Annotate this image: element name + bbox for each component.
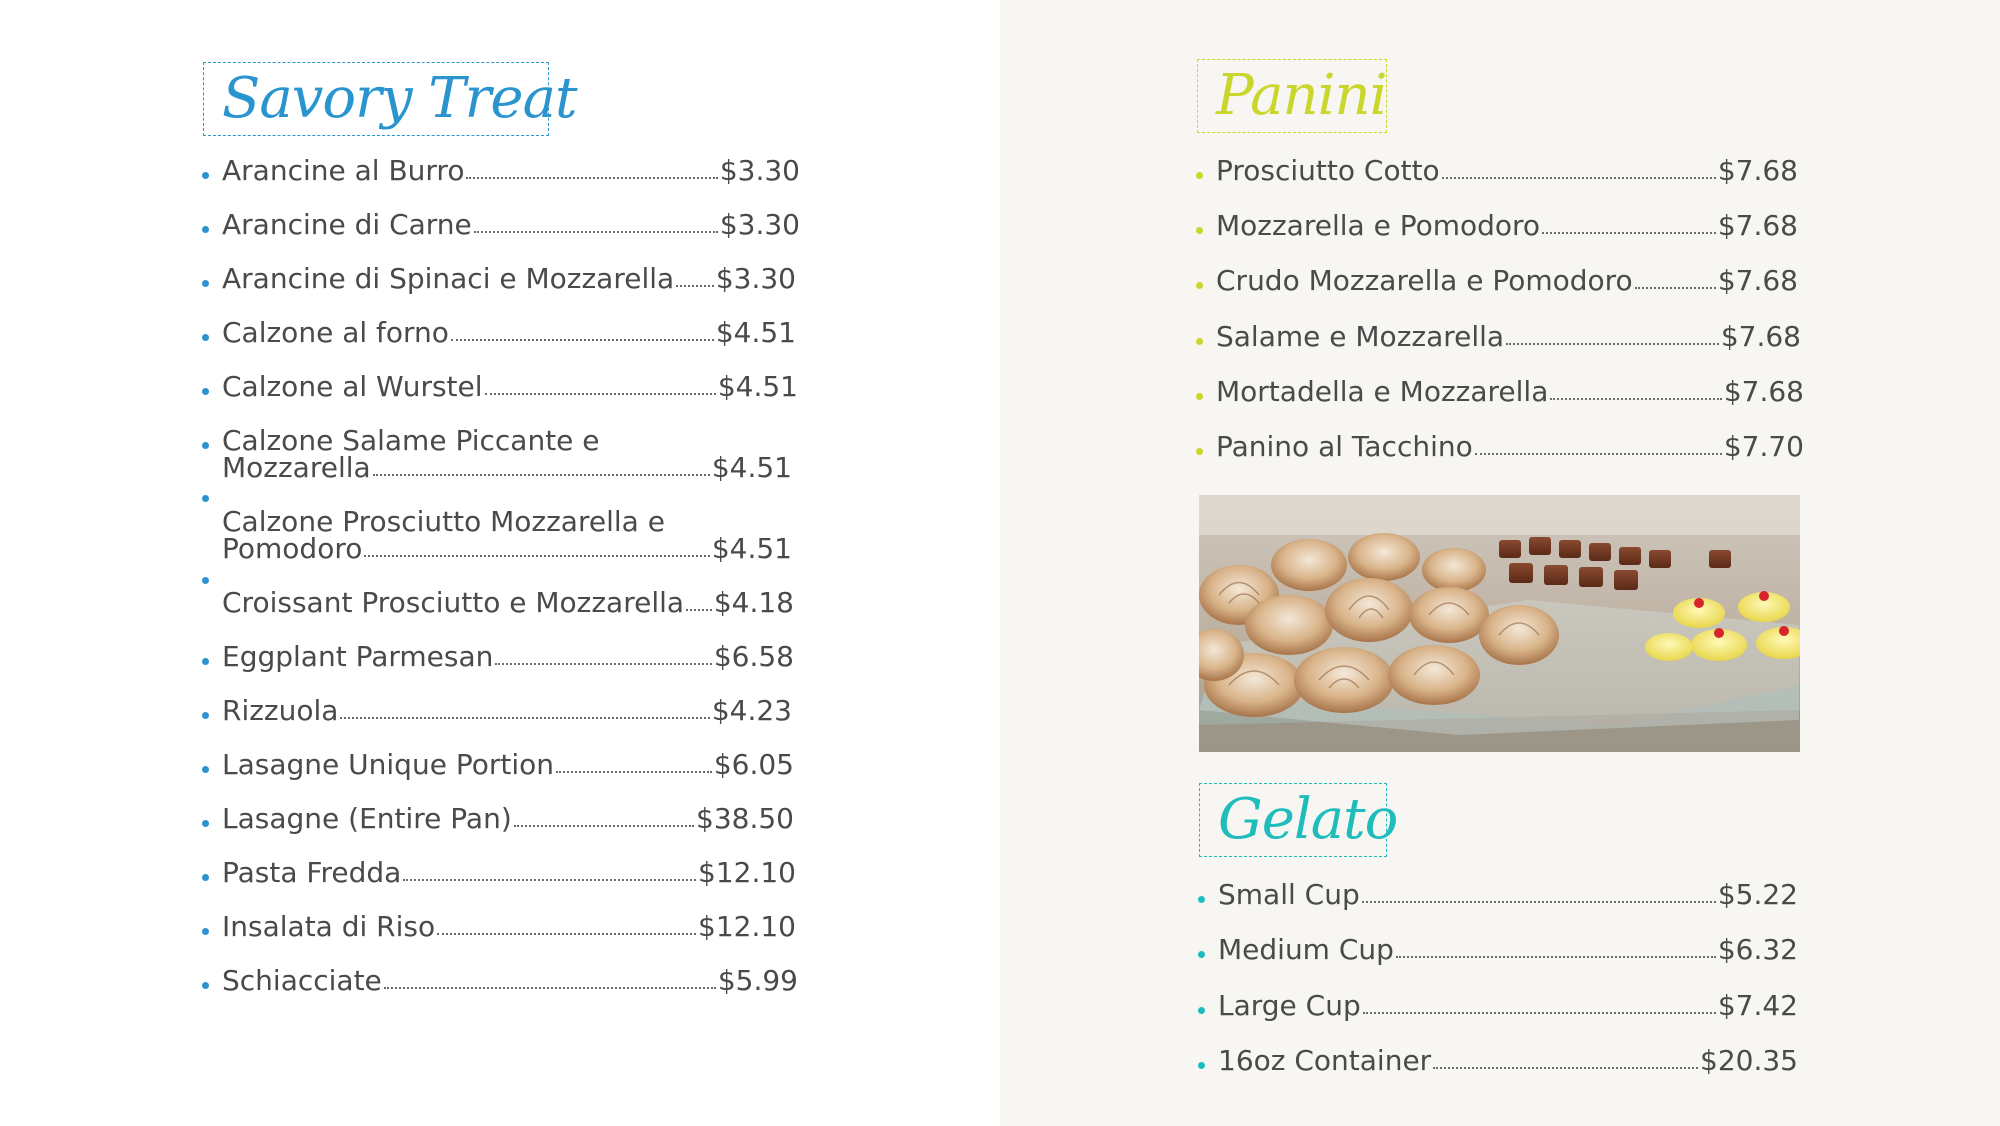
item-price: $6.58 xyxy=(713,640,794,673)
item-name: Lasagne (Entire Pan) xyxy=(222,802,512,835)
item-name: Mortadella e Mozzarella xyxy=(1216,375,1549,408)
item-name: Arancine di Carne xyxy=(222,208,472,241)
item-name: Prosciutto Cotto xyxy=(1216,154,1440,187)
gelato-title: Gelato xyxy=(1199,783,1387,857)
item-name: Eggplant Parmesan xyxy=(222,640,494,673)
item-name: Salame e Mozzarella xyxy=(1216,320,1505,353)
bullet-icon xyxy=(1196,393,1203,400)
item-price: $20.35 xyxy=(1700,1044,1798,1077)
dot-leader xyxy=(466,177,717,179)
dot-leader xyxy=(556,771,712,773)
item-price: $5.99 xyxy=(717,964,798,997)
dot-leader xyxy=(1433,1067,1698,1069)
savory-treat-list xyxy=(202,154,802,1007)
dot-leader xyxy=(364,555,709,557)
dot-leader xyxy=(1542,232,1716,234)
dot-leader xyxy=(1362,901,1716,903)
panini-list xyxy=(1196,154,1806,467)
item-name: Rizzuola xyxy=(222,694,339,727)
item-price: $4.51 xyxy=(711,532,792,565)
bullet-icon xyxy=(1196,172,1203,179)
dot-leader xyxy=(1475,453,1722,455)
dot-leader xyxy=(403,879,696,881)
item-name-line1: Calzone Prosciutto Mozzarella e xyxy=(222,505,665,538)
bullet-icon xyxy=(202,982,209,989)
item-price: $6.05 xyxy=(713,748,794,781)
item-name: Schiacciate xyxy=(222,964,382,997)
dot-leader xyxy=(676,285,714,287)
item-price: $4.23 xyxy=(711,694,792,727)
bullet-icon xyxy=(1196,448,1203,455)
item-price: $12.10 xyxy=(698,910,796,943)
bullet-icon xyxy=(202,712,209,719)
dot-leader xyxy=(1635,287,1716,289)
dot-leader xyxy=(451,339,714,341)
item-price: $4.51 xyxy=(715,316,796,349)
item-name: Arancine al Burro xyxy=(222,154,465,187)
dot-leader xyxy=(514,825,694,827)
dot-leader xyxy=(1396,956,1716,958)
item-price: $3.30 xyxy=(719,208,800,241)
bullet-icon xyxy=(202,495,209,502)
item-price: $5.22 xyxy=(1717,878,1798,911)
bullet-icon xyxy=(202,658,209,665)
item-price: $7.70 xyxy=(1723,430,1804,463)
pastry-illustration xyxy=(1199,495,1800,752)
item-name: Calzone al forno xyxy=(222,316,449,349)
item-price: $7.68 xyxy=(1720,320,1801,353)
item-price: $38.50 xyxy=(696,802,794,835)
dot-leader xyxy=(1363,1012,1716,1014)
bullet-icon xyxy=(1198,896,1205,903)
pastry-display-photo xyxy=(1199,495,1800,752)
bullet-icon xyxy=(202,766,209,773)
item-name: Panino al Tacchino xyxy=(1216,430,1473,463)
bullet-icon xyxy=(202,172,209,179)
dot-leader xyxy=(686,609,712,611)
item-name: Arancine di Spinaci e Mozzarella xyxy=(222,262,675,295)
item-name-line2: Mozzarella xyxy=(222,451,371,484)
dot-leader xyxy=(373,474,710,476)
dot-leader xyxy=(485,393,716,395)
bullet-icon xyxy=(202,388,209,395)
item-price: $7.68 xyxy=(1723,375,1804,408)
bullet-icon xyxy=(202,334,209,341)
bullet-icon xyxy=(202,577,209,584)
item-price: $12.10 xyxy=(698,856,796,889)
item-name: Crudo Mozzarella e Pomodoro xyxy=(1216,264,1633,297)
item-price: $3.30 xyxy=(715,262,796,295)
bullet-icon xyxy=(1196,227,1203,234)
bullet-icon xyxy=(1198,1062,1205,1069)
item-price: $3.30 xyxy=(719,154,800,187)
bullet-icon xyxy=(202,820,209,827)
bullet-icon xyxy=(202,928,209,935)
dot-leader xyxy=(1442,177,1716,179)
gelato-list xyxy=(1198,878,1808,1081)
bullet-icon xyxy=(1198,1007,1205,1014)
item-name-line1: Calzone Salame Piccante e xyxy=(222,424,600,457)
menu-item xyxy=(202,424,802,484)
dot-leader xyxy=(1550,398,1721,400)
item-price: $4.18 xyxy=(713,586,794,619)
bullet-icon xyxy=(202,442,209,449)
item-name: Small Cup xyxy=(1218,878,1360,911)
item-name: 16oz Container xyxy=(1218,1044,1432,1077)
bullet-icon xyxy=(202,280,209,287)
bullet-icon xyxy=(202,226,209,233)
savory-treat-title: Savory Treat xyxy=(203,62,549,136)
panini-title: Panini xyxy=(1197,59,1387,133)
bullet-icon xyxy=(1196,338,1203,345)
item-name: Croissant Prosciutto e Mozzarella xyxy=(222,586,685,619)
dot-leader xyxy=(495,663,711,665)
dot-leader xyxy=(1506,343,1719,345)
item-name-line2: Pomodoro xyxy=(222,532,363,565)
dot-leader xyxy=(340,717,709,719)
dot-leader xyxy=(474,231,718,233)
bullet-icon xyxy=(202,874,209,881)
bullet-icon xyxy=(1198,951,1205,958)
item-price: $7.42 xyxy=(1717,989,1798,1022)
item-name: Mozzarella e Pomodoro xyxy=(1216,209,1541,242)
dot-leader xyxy=(437,933,696,935)
menu-item xyxy=(202,505,802,565)
item-price: $4.51 xyxy=(717,370,798,403)
item-name: Insalata di Riso xyxy=(222,910,436,943)
item-name: Lasagne Unique Portion xyxy=(222,748,554,781)
item-price: $7.68 xyxy=(1717,209,1798,242)
item-price: $7.68 xyxy=(1717,154,1798,187)
item-name: Pasta Fredda xyxy=(222,856,402,889)
bullet-icon xyxy=(1196,282,1203,289)
item-name: Calzone al Wurstel xyxy=(222,370,483,403)
item-name: Large Cup xyxy=(1218,989,1361,1022)
item-price: $4.51 xyxy=(711,451,792,484)
item-name: Medium Cup xyxy=(1218,933,1394,966)
dot-leader xyxy=(384,987,716,989)
item-price: $6.32 xyxy=(1717,933,1798,966)
item-price: $7.68 xyxy=(1717,264,1798,297)
